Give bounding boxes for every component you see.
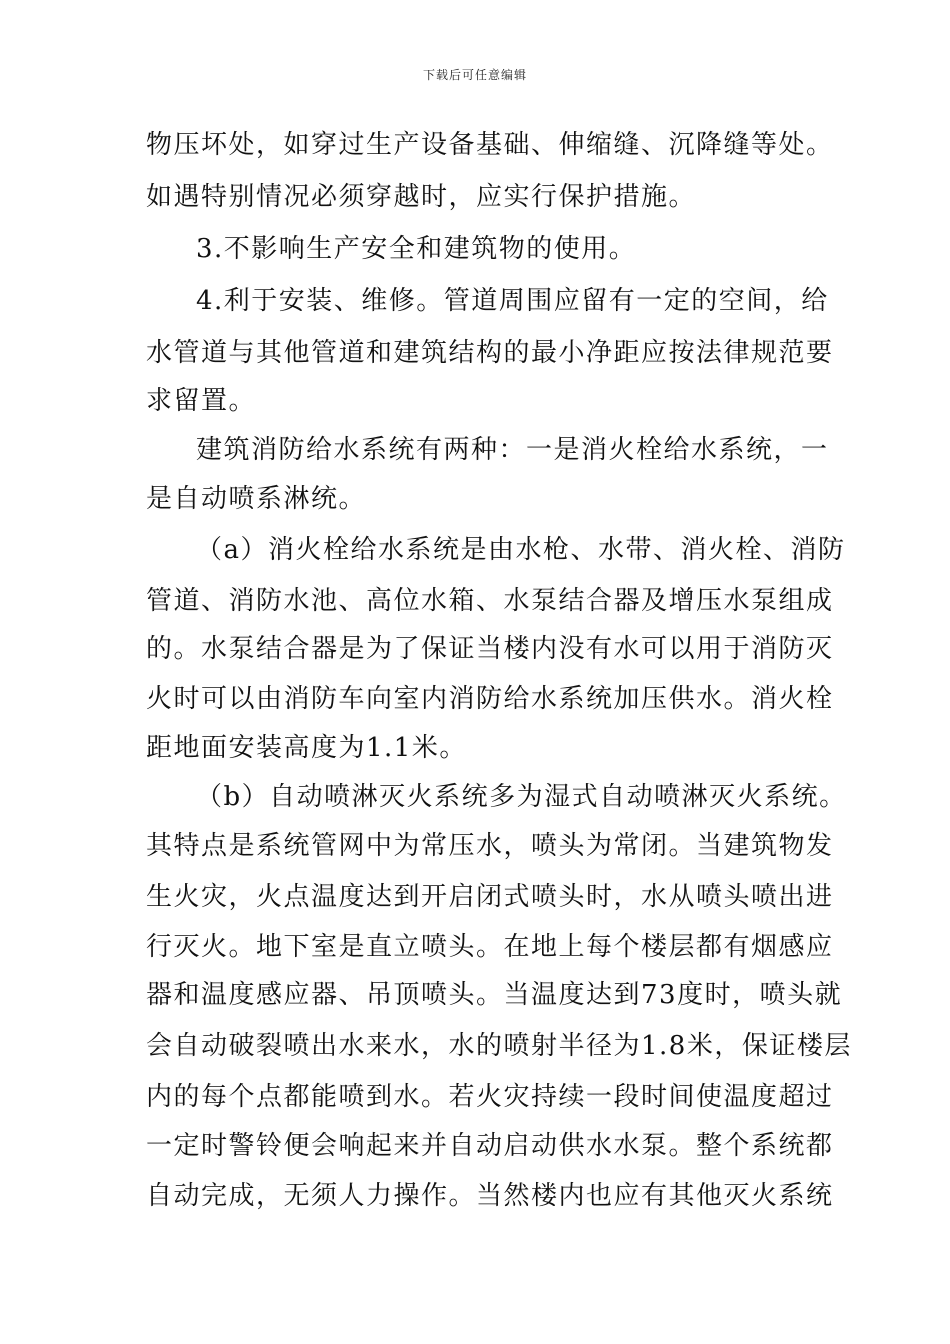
body-line: 建筑消防给水系统有两种：一是消火栓给水系统，一: [196, 435, 829, 465]
body-line: 其特点是系统管网中为常压水，喷头为常闭。当建筑物发: [146, 831, 834, 861]
body-line: 管道、消防水池、高位水箱、水泵结合器及增压水泵组成: [146, 586, 834, 616]
body-line: 3.不影响生产安全和建筑物的使用。: [196, 234, 637, 264]
body-line: 如遇特别情况必须穿越时，应实行保护措施。: [146, 182, 697, 212]
body-line: （b）自动喷淋灭火系统多为湿式自动喷淋灭火系统。: [196, 782, 847, 812]
body-line: 自动完成，无须人力操作。当然楼内也应有其他灭火系统: [146, 1181, 834, 1211]
body-line: 的。水泵结合器是为了保证当楼内没有水可以用于消防灭: [146, 634, 834, 664]
body-line: 器和温度感应器、吊顶喷头。当温度达到73度时，喷头就: [146, 980, 843, 1010]
body-line: 是自动喷系淋统。: [146, 484, 367, 514]
body-line: （a）消火栓给水系统是由水枪、水带、消火栓、消防: [196, 535, 846, 565]
body-line: 水管道与其他管道和建筑结构的最小净距应按法律规范要: [146, 338, 834, 368]
body-line: 距地面安装高度为1.1米。: [146, 733, 467, 763]
page-header: 下载后可任意编辑: [422, 68, 527, 82]
body-line: 行灭火。地下室是直立喷头。在地上每个楼层都有烟感应: [146, 932, 834, 962]
body-line: 生火灾，火点温度达到开启闭式喷头时，水从喷头喷出进: [146, 882, 834, 912]
body-line: 物压坏处，如穿过生产设备基础、伸缩缝、沉降缝等处。: [146, 130, 834, 160]
body-line: 内的每个点都能喷到水。若火灾持续一段时间使温度超过: [146, 1082, 834, 1112]
body-line: 4.利于安装、维修。管道周围应留有一定的空间，给: [196, 286, 829, 316]
body-line: 一定时警铃便会响起来并自动启动供水水泵。整个系统都: [146, 1131, 834, 1161]
body-line: 会自动破裂喷出水来水，水的喷射半径为1.8米，保证楼层: [146, 1031, 852, 1061]
body-line: 火时可以由消防车向室内消防给水系统加压供水。消火栓: [146, 684, 834, 714]
body-line: 求留置。: [146, 386, 257, 416]
